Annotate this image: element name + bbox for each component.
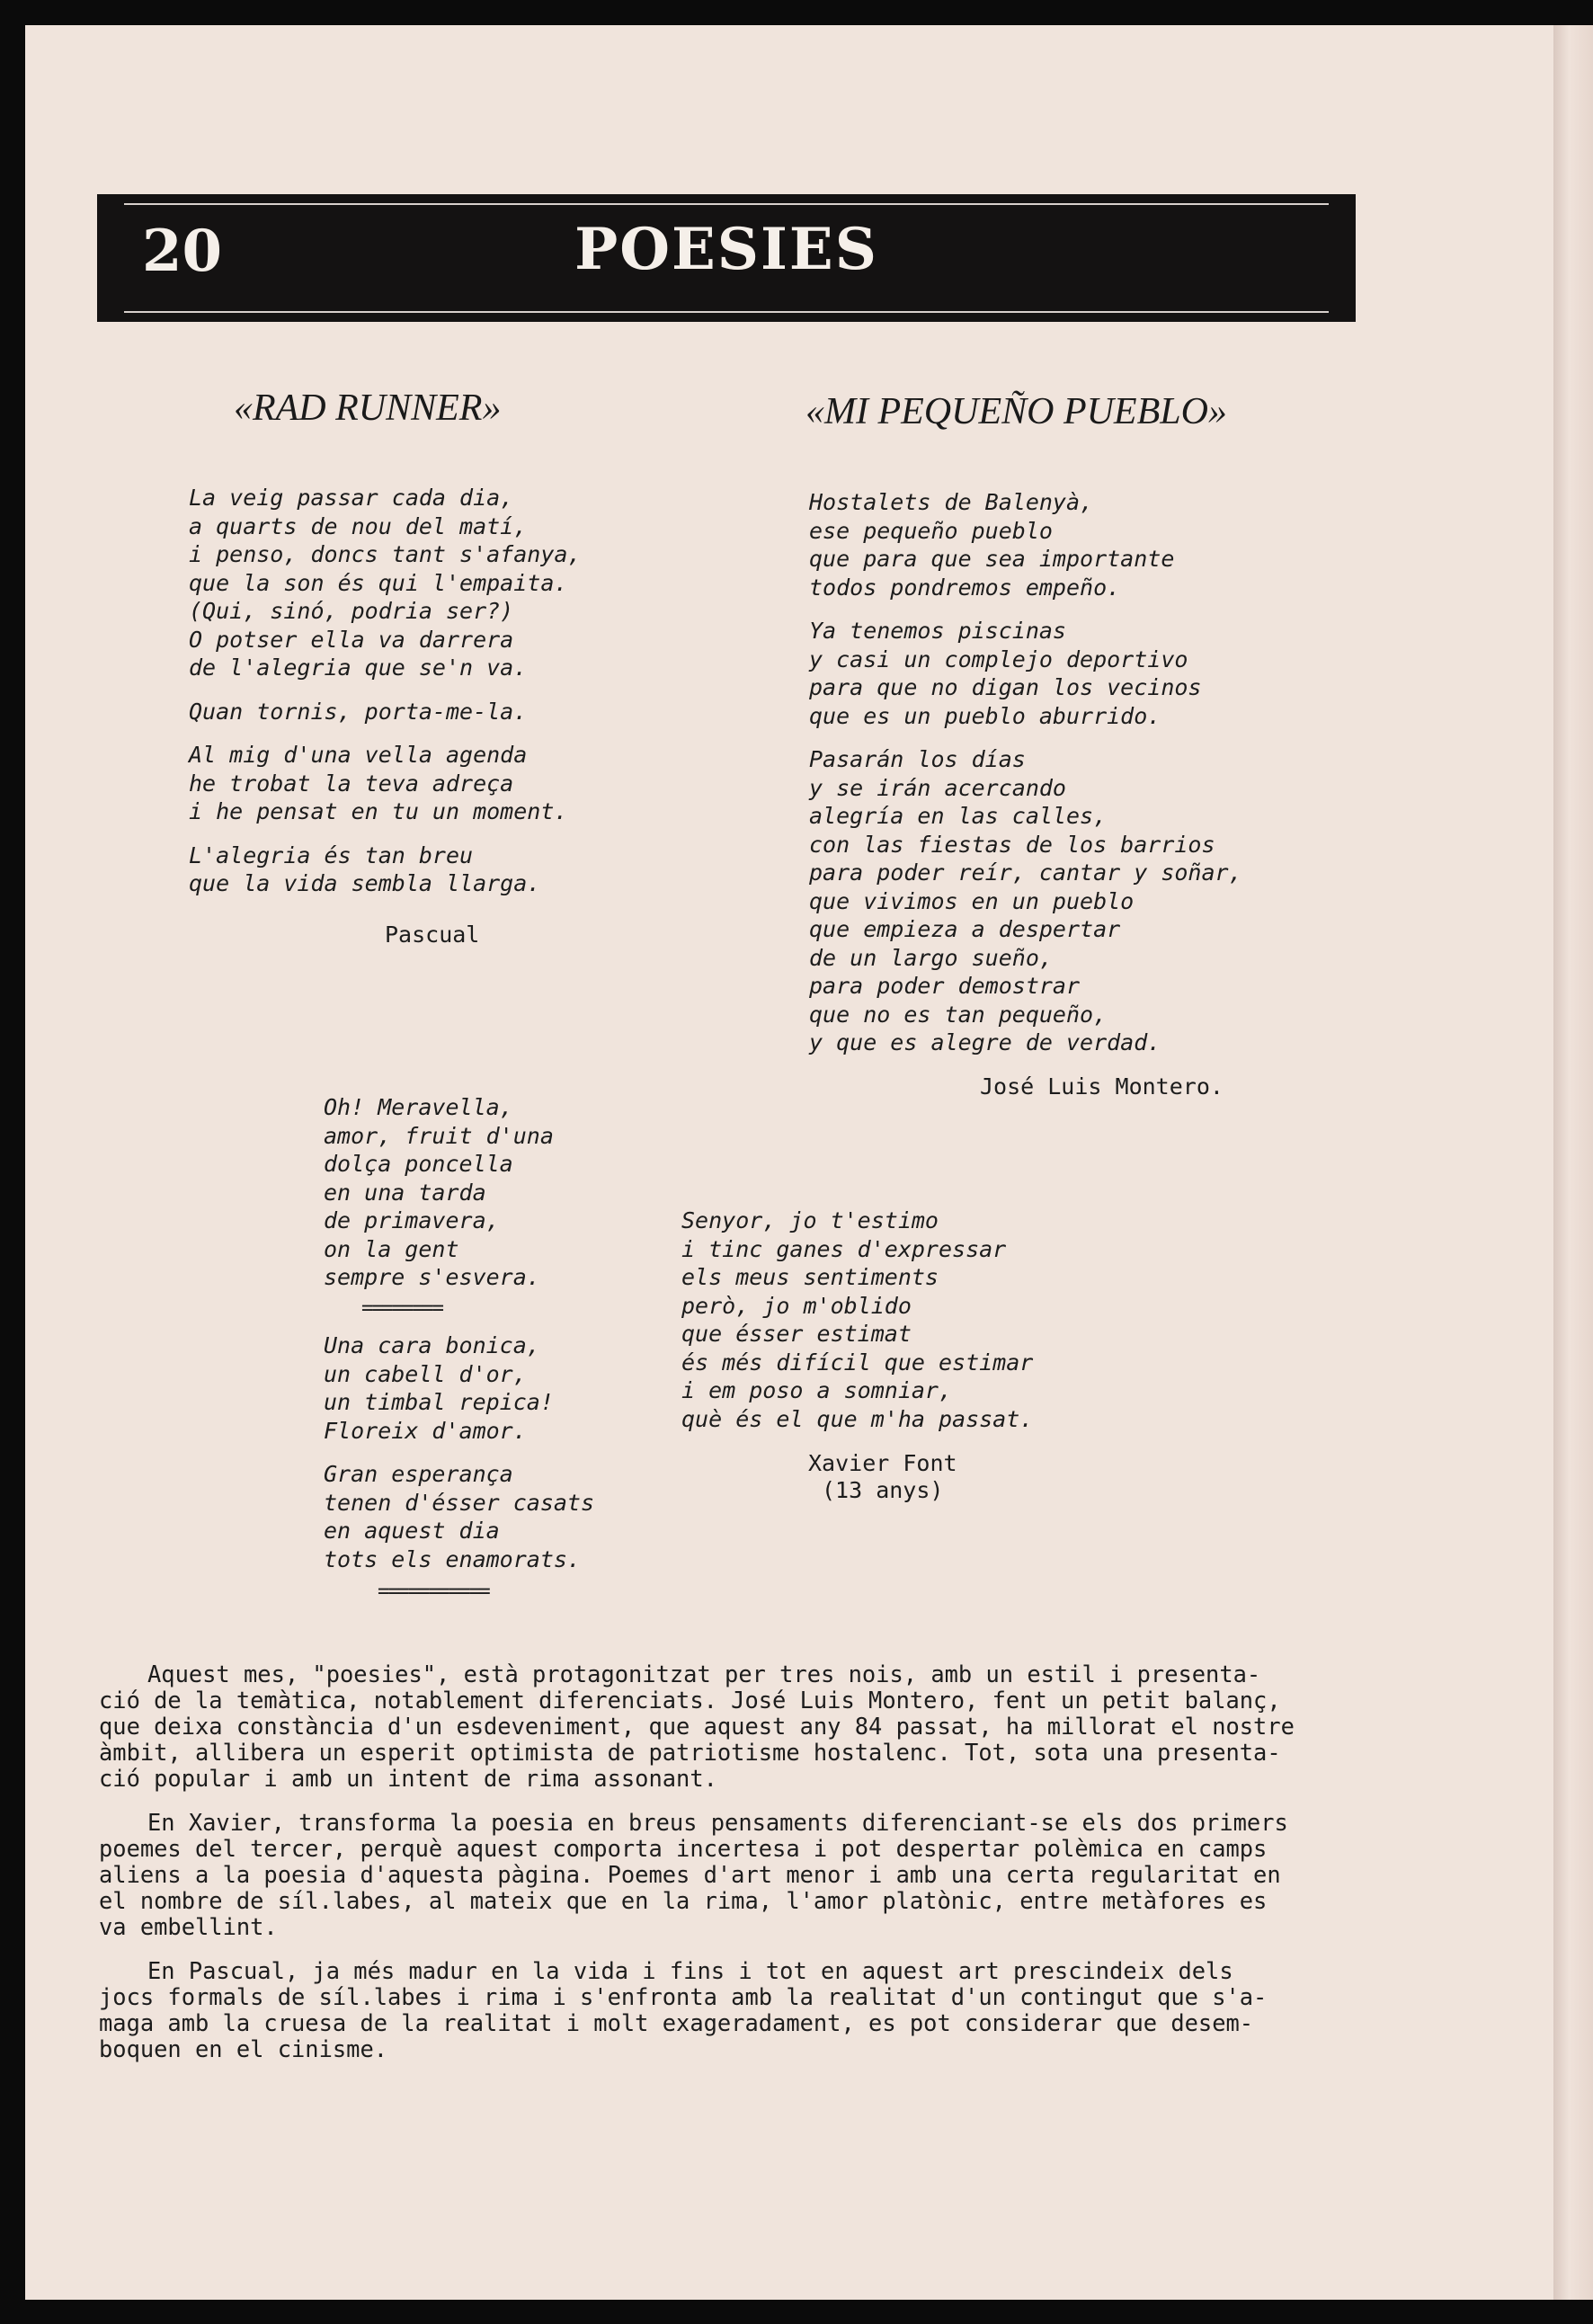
verse-line: tots els enamorats. bbox=[324, 1545, 581, 1572]
poem-title-mi-pequeno-pueblo: «MI PEQUEÑO PUEBLO» bbox=[805, 391, 1227, 432]
text-line: jocs formals de síl.labes i rima i s'enfronta amb la realitat d'un contingut que s'a- bbox=[99, 1983, 1268, 2010]
poem-senyor bbox=[681, 1207, 1033, 1448]
magazine-page bbox=[25, 25, 1553, 2300]
verse-line: Quan tornis, porta-me-la. bbox=[189, 698, 528, 725]
verse-line: què és el que m'ha passat. bbox=[681, 1405, 1034, 1432]
stanza bbox=[809, 617, 1242, 730]
author-jose-luis-montero: José Luis Montero. bbox=[980, 1073, 1224, 1100]
verse-line: un cabell d'or, bbox=[324, 1360, 527, 1387]
verse-line: un timbal repica! bbox=[324, 1389, 554, 1415]
commentary bbox=[99, 1661, 1388, 2080]
text-line: que deixa constància d'un esdeveniment, que aquest any 84 passat, ha millorat el nostre bbox=[99, 1713, 1295, 1740]
text-line: aliens a la poesia d'aquesta pàgina. Poemes d'art menor i amb una certa regularitat en bbox=[99, 1861, 1281, 1888]
verse-line: todos pondremos empeño. bbox=[809, 574, 1121, 601]
verse-line: amor, fruit d'una bbox=[324, 1122, 554, 1149]
verse-line: però, jo m'oblido bbox=[681, 1292, 912, 1319]
verse-line: para que no digan los vecinos bbox=[809, 674, 1202, 700]
text-line: va embellint. bbox=[99, 1913, 278, 1940]
text-line: En Xavier, transforma la poesia en breus pensaments diferenciant-se els dos primers bbox=[147, 1809, 1288, 1836]
commentary-paragraph bbox=[99, 1809, 1388, 1940]
commentary-paragraph bbox=[99, 1957, 1388, 2062]
text-line: Aquest mes, "poesies", està protagonitzat per tres nois, amb un estil i presenta- bbox=[147, 1661, 1261, 1687]
text-line: En Pascual, ja més madur en la vida i fins i tot en aquest art prescindeix dels bbox=[147, 1957, 1233, 1984]
commentary-paragraph bbox=[99, 1661, 1388, 1792]
verse-line: Oh! Meravella, bbox=[324, 1094, 513, 1120]
verse-line: que ésser estimat bbox=[681, 1321, 912, 1347]
verse-line: en una tarda bbox=[324, 1179, 486, 1206]
verse-line: Pasarán los días bbox=[809, 746, 1026, 772]
verse-line: Ya tenemos piscinas bbox=[809, 618, 1066, 644]
poem-rad-runner bbox=[189, 484, 582, 913]
verse-line: que la vida sembla llarga. bbox=[189, 870, 541, 896]
verse-line: a quarts de nou del matí, bbox=[189, 512, 528, 539]
text-line: maga amb la cruesa de la realitat i molt exageradament, es pot considerar que desem- bbox=[99, 2009, 1254, 2036]
verse-line: Floreix d'amor. bbox=[324, 1417, 527, 1444]
author-xavier-font: Xavier Font bbox=[808, 1450, 957, 1476]
verse-line: sempre s'esvera. bbox=[324, 1264, 540, 1290]
verse-line: que para que sea importante bbox=[809, 546, 1175, 572]
verse-line: de un largo sueño, bbox=[809, 944, 1053, 971]
verse-line: dolça poncella bbox=[324, 1151, 513, 1177]
verse-line: para poder demostrar bbox=[809, 973, 1081, 999]
verse-line: de primavera, bbox=[324, 1207, 500, 1233]
verse-line: i he pensat en tu un moment. bbox=[189, 798, 568, 824]
verse-line: tenen d'ésser casats bbox=[324, 1489, 595, 1516]
stanza bbox=[324, 1331, 594, 1445]
text-line: poemes del tercer, perquè aquest comporta incertesa i pot despertar polèmica en camps bbox=[99, 1835, 1268, 1862]
verse-line: Gran esperança bbox=[324, 1461, 513, 1487]
section-banner bbox=[97, 194, 1356, 322]
stanza bbox=[189, 741, 582, 826]
verse-line: he trobat la teva adreça bbox=[189, 770, 514, 797]
verse-line: Senyor, jo t'estimo bbox=[681, 1207, 939, 1233]
verse-line: Hostalets de Balenyà, bbox=[809, 489, 1094, 515]
verse-line: és més difícil que estimar bbox=[681, 1349, 1034, 1376]
stanza bbox=[809, 745, 1242, 1057]
verse-line: que es un pueblo aburrido. bbox=[809, 702, 1161, 729]
verse-line: y que es alegre de verdad. bbox=[809, 1029, 1161, 1055]
verse-line: que no es tan pequeño, bbox=[809, 1001, 1108, 1028]
verse-line: L'alegria és tan breu bbox=[189, 841, 474, 868]
text-line: àmbit, allibera un esperit optimista de patriotisme hostalenc. Tot, sota una presenta- bbox=[99, 1739, 1281, 1766]
verse-line: que vivimos en un pueblo bbox=[809, 887, 1135, 914]
poem-mi-pequeno-pueblo bbox=[809, 488, 1242, 1073]
stanza bbox=[324, 1460, 594, 1573]
verse-line: con las fiestas de los barrios bbox=[809, 831, 1215, 858]
text-line: ció popular i amb un intent de rima assonant. bbox=[99, 1765, 717, 1792]
page-number: 20 bbox=[142, 218, 223, 285]
text-line: el nombre de síl.labes, al mateix que en la rima, l'amor platònic, entre metàfores es bbox=[99, 1887, 1268, 1914]
verse-line: (Qui, sinó, podria ser?) bbox=[189, 598, 514, 624]
verse-line: y casi un complejo deportivo bbox=[809, 646, 1188, 672]
verse-line: Al mig d'una vella agenda bbox=[189, 742, 528, 768]
section-title: POESIES bbox=[574, 216, 878, 283]
verse-line: que empieza a despertar bbox=[809, 916, 1121, 942]
stanza bbox=[189, 698, 582, 726]
verse-line: ese pequeño pueblo bbox=[809, 517, 1053, 544]
verse-line: i em poso a somniar, bbox=[681, 1377, 953, 1403]
verse-line: para poder reír, cantar y soñar, bbox=[809, 859, 1242, 886]
verse-line: y se irán acercando bbox=[809, 774, 1066, 801]
author-age: (13 anys) bbox=[822, 1477, 944, 1503]
text-line: ció de la temàtica, notablement diferenciats. José Luis Montero, fent un petit balanç, bbox=[99, 1687, 1281, 1714]
stanza bbox=[809, 488, 1242, 601]
text-line: boquen en el cinisme. bbox=[99, 2035, 388, 2062]
verse-line: i penso, doncs tant s'afanya, bbox=[189, 541, 582, 567]
verse-line: Una cara bonica, bbox=[324, 1332, 540, 1358]
author-pascual: Pascual bbox=[385, 922, 480, 948]
divider: ======== bbox=[361, 1296, 442, 1320]
verse-line: alegría en las calles, bbox=[809, 803, 1108, 829]
verse-line: els meus sentiments bbox=[681, 1264, 939, 1290]
stanza bbox=[681, 1207, 1033, 1433]
verse-line: on la gent bbox=[324, 1235, 459, 1262]
stanza bbox=[189, 484, 582, 682]
verse-line: que la son és qui l'empaita. bbox=[189, 569, 568, 596]
next-page-edge bbox=[1553, 25, 1593, 2300]
verse-line: La veig passar cada dia, bbox=[189, 485, 514, 511]
stanza bbox=[324, 1093, 594, 1292]
verse-line: de l'alegria que se'n va. bbox=[189, 654, 528, 681]
verse-line: i tinc ganes d'expressar bbox=[681, 1235, 1007, 1262]
verse-line: O potser ella va darrera bbox=[189, 626, 514, 653]
verse-line: en aquest dia bbox=[324, 1518, 500, 1544]
poem-oh-meravella bbox=[324, 1093, 594, 1589]
divider: =========== bbox=[378, 1580, 489, 1603]
stanza bbox=[189, 841, 582, 898]
poem-title-rad-runner: «RAD RUNNER» bbox=[234, 387, 502, 429]
